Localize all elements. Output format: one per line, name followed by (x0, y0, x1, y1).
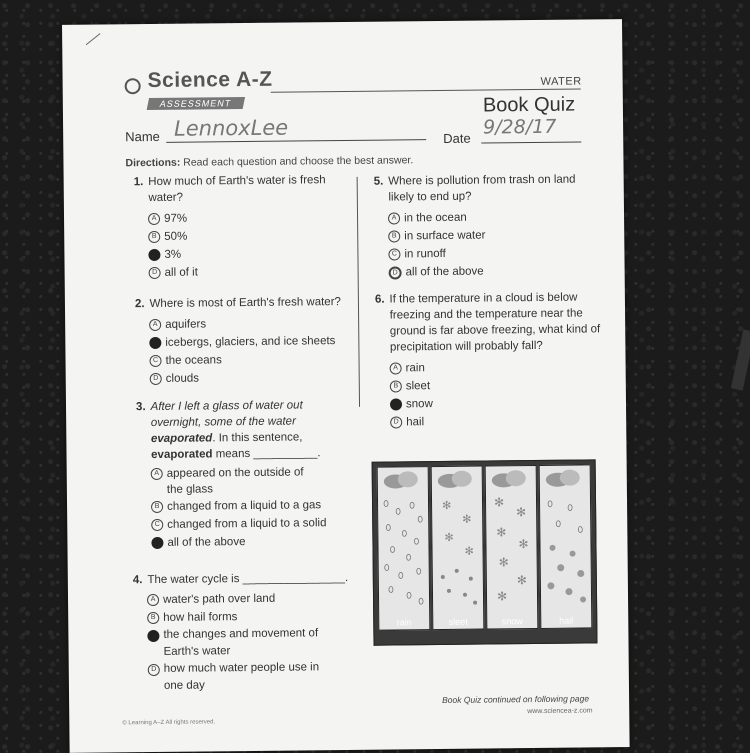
option-bubble-filled[interactable]: C (147, 630, 159, 642)
option-bubble[interactable]: B (147, 612, 159, 624)
answer-option[interactable] (149, 332, 360, 352)
date-field[interactable] (481, 115, 581, 144)
option-bubble-filled[interactable]: C (148, 249, 160, 261)
question-text: Where is pollution from trash on land likely to end up? (388, 173, 576, 204)
question-italic-text: After I left a glass of water out overnight, some of the water (150, 399, 303, 430)
question-bold-word: evaporated (151, 448, 213, 462)
option-text: in surface water (404, 229, 486, 243)
answer-option[interactable] (147, 589, 358, 609)
pencil-mark (86, 33, 101, 45)
answer-option[interactable] (150, 368, 361, 388)
answer-option[interactable] (148, 659, 359, 695)
option-text: in the ocean (403, 211, 467, 225)
svg-text:✻: ✻ (493, 495, 505, 510)
question-number: 1. (133, 176, 144, 189)
name-label: Name (125, 128, 160, 145)
question-number: 2. (134, 298, 145, 311)
option-bubble[interactable]: A (148, 213, 160, 225)
date-handwriting: 9/28/17 (482, 115, 557, 139)
question-number: 4. (132, 574, 143, 587)
option-text: all of it (164, 266, 198, 279)
option-text: hail (406, 416, 425, 429)
question-5 (374, 171, 600, 281)
option-text: how much water people use in one day (163, 661, 320, 692)
question-2 (135, 294, 361, 388)
option-bubble[interactable]: B (148, 231, 160, 243)
snow-illustration (486, 466, 538, 615)
answer-option[interactable] (390, 357, 601, 377)
option-text: changed from a liquid to a solid (167, 517, 327, 531)
option-text: 97% (163, 212, 188, 225)
snow-label: snow (501, 616, 523, 627)
svg-text:✻: ✻ (498, 555, 509, 570)
assessment-banner: ASSESSMENT (147, 97, 245, 110)
option-text: all of the above (405, 265, 484, 279)
answer-option[interactable] (390, 375, 601, 395)
question-6 (375, 289, 601, 431)
option-bubble[interactable]: C (149, 355, 161, 367)
svg-text:✻: ✻ (444, 531, 454, 544)
option-text: the oceans (165, 354, 222, 367)
directions-text: Read each question and choose the best answer. (180, 154, 414, 169)
option-text: 3% (164, 248, 182, 261)
option-bubble-filled[interactable]: C (390, 398, 402, 410)
answer-option[interactable] (148, 208, 349, 228)
svg-text:✻: ✻ (442, 499, 452, 512)
option-bubble[interactable]: B (151, 501, 163, 513)
sleet-panel (431, 466, 485, 631)
name-handwriting: LennoxLee (173, 115, 289, 141)
page-title: Book Quiz (482, 93, 576, 117)
question-end-text: means __________. (212, 447, 321, 461)
option-bubble-circled[interactable]: D (389, 266, 402, 279)
hail-illustration (540, 465, 592, 614)
option-bubble[interactable]: B (390, 380, 402, 392)
rain-illustration (378, 467, 430, 616)
question-text: How much of Earth's water is fresh water? (148, 174, 326, 205)
header-rule (271, 89, 581, 93)
answer-option[interactable] (151, 514, 352, 534)
option-text: changed from a liquid to a gas (167, 499, 322, 513)
answer-option[interactable] (389, 261, 600, 281)
option-text: aquifers (165, 318, 207, 331)
option-text: 50% (164, 230, 188, 243)
option-bubble[interactable]: A (149, 319, 161, 331)
option-bubble[interactable]: B (388, 230, 400, 242)
option-bubble[interactable]: A (147, 594, 159, 606)
option-text: the changes and movement of Earth's water (163, 627, 319, 658)
answer-option[interactable] (149, 314, 360, 334)
sleet-label: sleet (448, 616, 468, 627)
precipitation-figure (372, 459, 598, 645)
option-bubble[interactable]: C (151, 519, 163, 531)
option-bubble[interactable]: D (390, 416, 402, 428)
name-field[interactable] (166, 115, 426, 143)
directions-label: Directions: (125, 156, 181, 170)
question-text (151, 397, 352, 463)
option-bubble-filled[interactable]: D (151, 537, 163, 549)
svg-text:✻: ✻ (462, 513, 472, 526)
question-mid-text: . In this sentence, (212, 431, 303, 445)
svg-text:✻: ✻ (516, 573, 527, 588)
option-text: appeared on the outside of the glass (166, 466, 304, 496)
option-text: all of the above (167, 536, 246, 549)
option-text: snow (405, 398, 433, 411)
question-bold-italic-word: evaporated (150, 432, 213, 446)
option-bubble[interactable]: C (388, 248, 400, 260)
option-bubble[interactable]: D (149, 267, 161, 279)
answer-option[interactable] (390, 411, 601, 431)
answer-option[interactable] (151, 464, 352, 498)
question-number: 3. (135, 401, 146, 414)
option-text: sleet (405, 380, 431, 393)
answer-option[interactable] (388, 243, 599, 263)
option-text: water's path over land (162, 592, 276, 606)
svg-text:✻: ✻ (496, 589, 508, 604)
question-number: 6. (374, 293, 385, 306)
option-text: how hail forms (163, 611, 238, 624)
quiz-paper (62, 19, 630, 753)
rain-label: rain (396, 617, 412, 628)
option-text: in runoff (404, 247, 446, 261)
svg-text:✻: ✻ (496, 525, 507, 540)
answer-option[interactable] (388, 207, 599, 227)
question-number: 5. (373, 175, 384, 188)
answer-option[interactable] (149, 262, 350, 282)
svg-text:✻: ✻ (464, 545, 474, 558)
answer-option[interactable] (388, 225, 599, 245)
pen-tip (731, 329, 750, 390)
science-az-logo-icon (125, 78, 141, 94)
date-label: Date (443, 130, 471, 146)
option-text: rain (405, 362, 425, 375)
option-text: icebergs, glaciers, and ice sheets (165, 335, 336, 349)
option-bubble[interactable]: A (388, 212, 400, 224)
question-1 (134, 172, 350, 282)
answer-option[interactable] (149, 350, 360, 370)
question-text: Where is most of Earth's fresh water? (149, 296, 341, 311)
svg-text:✻: ✻ (516, 505, 527, 520)
continued-note: Book Quiz continued on following page (442, 693, 590, 705)
topic-label: WATER (540, 75, 582, 88)
question-3 (136, 397, 353, 552)
option-bubble-filled[interactable]: B (149, 337, 161, 349)
answer-option[interactable] (148, 244, 349, 264)
copyright: © Learning A–Z All rights reserved. (122, 719, 216, 727)
answer-option[interactable] (151, 496, 352, 516)
hail-panel (539, 464, 593, 629)
rain-panel (377, 466, 431, 631)
option-text: clouds (165, 372, 200, 385)
sleet-illustration (432, 467, 484, 616)
option-bubble[interactable]: D (148, 664, 160, 676)
answer-option[interactable] (147, 607, 358, 627)
option-bubble[interactable]: D (150, 373, 162, 385)
footer-url: www.sciencea-z.com (527, 707, 593, 716)
question-4 (133, 570, 359, 695)
answer-option[interactable] (148, 226, 349, 246)
question-text: If the temperature in a cloud is below freezing and the temperature near the ground is far above freezing, what kind of precipitation will probably fall? (389, 291, 601, 354)
answer-option[interactable] (151, 532, 352, 552)
answer-option[interactable] (147, 625, 358, 661)
option-bubble[interactable]: A (390, 362, 402, 374)
svg-text:✻: ✻ (518, 537, 529, 552)
brand-logo: Science A-Z (147, 67, 273, 93)
question-text: The water cycle is ________________. (147, 571, 349, 587)
answer-option[interactable] (390, 393, 601, 413)
hail-label: hail (559, 615, 574, 626)
directions (125, 154, 413, 169)
option-bubble[interactable]: A (151, 468, 163, 480)
snow-panel (485, 465, 539, 630)
